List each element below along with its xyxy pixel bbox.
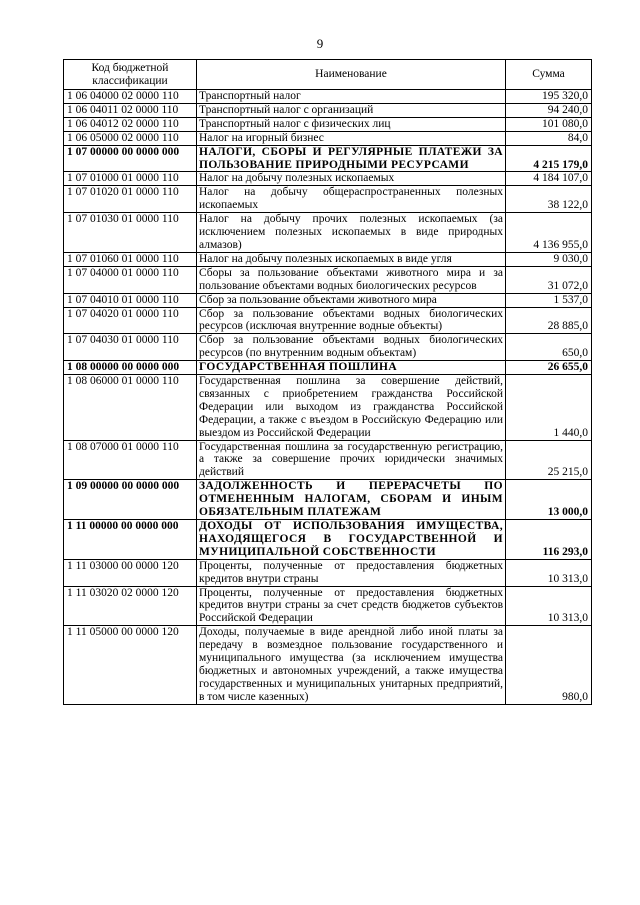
table-row xyxy=(64,103,592,117)
row-sum: 84,0 xyxy=(506,131,592,145)
row-code: 1 07 04030 01 0000 110 xyxy=(64,334,197,361)
budget-table xyxy=(63,59,592,705)
row-name: Транспортный налог с организаций xyxy=(197,103,506,117)
table-row xyxy=(64,586,592,626)
row-code: 1 07 01020 01 0000 110 xyxy=(64,186,197,213)
row-sum: 650,0 xyxy=(506,334,592,361)
row-code: 1 11 03020 02 0000 120 xyxy=(64,586,197,626)
row-name: Налог на добычу полезных ископаемых в виде угля xyxy=(197,252,506,266)
table-row xyxy=(64,480,592,520)
table-row xyxy=(64,375,592,441)
row-sum: 94 240,0 xyxy=(506,103,592,117)
row-name: Налог на игорный бизнес xyxy=(197,131,506,145)
row-name: Налог на добычу полезных ископаемых xyxy=(197,172,506,186)
table-row xyxy=(64,131,592,145)
row-sum: 31 072,0 xyxy=(506,266,592,293)
row-name: Сбор за пользование объектами водных биологических ресурсов (исключая внутренние водные объекты) xyxy=(197,307,506,334)
table-row xyxy=(64,145,592,172)
row-sum: 4 136 955,0 xyxy=(506,213,592,253)
row-sum: 25 215,0 xyxy=(506,440,592,480)
row-name: Проценты, полученные от предоставления бюджетных кредитов внутри страны xyxy=(197,559,506,586)
row-sum: 4 215 179,0 xyxy=(506,145,592,172)
row-code: 1 07 04010 01 0000 110 xyxy=(64,293,197,307)
row-name: Государственная пошлина за совершение действий, связанных с приобретением гражданства Российской Федерации или выходом из гражданства Российской Федерации, а также с въездом в Российскую Федерацию или выездом из Российской Федерации xyxy=(197,375,506,441)
table-row xyxy=(64,90,592,104)
row-sum: 1 537,0 xyxy=(506,293,592,307)
table-row xyxy=(64,520,592,560)
row-code: 1 07 01030 01 0000 110 xyxy=(64,213,197,253)
row-name: Государственная пошлина за государственную регистрацию, а также за совершение прочих юридически значимых действий xyxy=(197,440,506,480)
table-row xyxy=(64,186,592,213)
row-name: Транспортный налог с физических лиц xyxy=(197,117,506,131)
header-code: Код бюджетной классификации xyxy=(64,60,197,90)
row-name: Сборы за пользование объектами животного мира и за пользование объектами водных биологических ресурсов xyxy=(197,266,506,293)
table-row xyxy=(64,252,592,266)
row-name: Доходы, получаемые в виде арендной либо иной платы за передачу в возмездное пользование государственного и муниципального имущества (за исключением имущества бюджетных и автономных учреждений, а также имущества государственных и муниципальных унитарных предприятий, в том числе казенных) xyxy=(197,626,506,704)
row-name: Проценты, полученные от предоставления бюджетных кредитов внутри страны за счет средств бюджетов субъектов Российской Федерации xyxy=(197,586,506,626)
row-code: 1 08 06000 01 0000 110 xyxy=(64,375,197,441)
row-name: ДОХОДЫ ОТ ИСПОЛЬЗОВАНИЯ ИМУЩЕСТВА, НАХОДЯЩЕГОСЯ В ГОСУДАРСТВЕННОЙ И МУНИЦИПАЛЬНОЙ СОБСТВЕННОСТИ xyxy=(197,520,506,560)
row-sum: 10 313,0 xyxy=(506,559,592,586)
row-code: 1 07 04000 01 0000 110 xyxy=(64,266,197,293)
page-number: 9 xyxy=(316,36,324,51)
row-name: Транспортный налог xyxy=(197,90,506,104)
row-name: Сбор за пользование объектами животного мира xyxy=(197,293,506,307)
row-code: 1 11 05000 00 0000 120 xyxy=(64,626,197,704)
table-row xyxy=(64,626,592,704)
row-code: 1 08 00000 00 0000 000 xyxy=(64,361,197,375)
row-code: 1 07 04020 01 0000 110 xyxy=(64,307,197,334)
row-sum: 1 440,0 xyxy=(506,375,592,441)
row-code: 1 06 04000 02 0000 110 xyxy=(64,90,197,104)
row-sum: 26 655,0 xyxy=(506,361,592,375)
table-row xyxy=(64,361,592,375)
row-name: Сбор за пользование объектами водных биологических ресурсов (по внутренним водным объектам) xyxy=(197,334,506,361)
row-sum: 101 080,0 xyxy=(506,117,592,131)
row-code: 1 07 01000 01 0000 110 xyxy=(64,172,197,186)
table-row xyxy=(64,559,592,586)
row-code: 1 06 04012 02 0000 110 xyxy=(64,117,197,131)
row-sum: 13 000,0 xyxy=(506,480,592,520)
row-sum: 4 184 107,0 xyxy=(506,172,592,186)
table-row xyxy=(64,440,592,480)
row-name: ГОСУДАРСТВЕННАЯ ПОШЛИНА xyxy=(197,361,506,375)
row-name: Налог на добычу общераспространенных полезных ископаемых xyxy=(197,186,506,213)
row-code: 1 11 03000 00 0000 120 xyxy=(64,559,197,586)
table-row xyxy=(64,172,592,186)
row-sum: 980,0 xyxy=(506,626,592,704)
header-sum: Сумма xyxy=(506,60,592,90)
row-sum: 38 122,0 xyxy=(506,186,592,213)
row-sum: 9 030,0 xyxy=(506,252,592,266)
table-row xyxy=(64,117,592,131)
table-body xyxy=(64,90,592,705)
table-header-row xyxy=(64,60,592,90)
table-row xyxy=(64,307,592,334)
row-sum: 116 293,0 xyxy=(506,520,592,560)
row-sum: 28 885,0 xyxy=(506,307,592,334)
row-code: 1 07 00000 00 0000 000 xyxy=(64,145,197,172)
header-name: Наименование xyxy=(197,60,506,90)
row-code: 1 11 00000 00 0000 000 xyxy=(64,520,197,560)
row-sum: 10 313,0 xyxy=(506,586,592,626)
row-code: 1 07 01060 01 0000 110 xyxy=(64,252,197,266)
row-sum: 195 320,0 xyxy=(506,90,592,104)
row-code: 1 06 05000 02 0000 110 xyxy=(64,131,197,145)
table-row xyxy=(64,213,592,253)
table-row xyxy=(64,293,592,307)
table-row xyxy=(64,266,592,293)
row-name: Налог на добычу прочих полезных ископаемых (за исключением полезных ископаемых в виде природных алмазов) xyxy=(197,213,506,253)
row-name: НАЛОГИ, СБОРЫ И РЕГУЛЯРНЫЕ ПЛАТЕЖИ ЗА ПОЛЬЗОВАНИЕ ПРИРОДНЫМИ РЕСУРСАМИ xyxy=(197,145,506,172)
row-code: 1 06 04011 02 0000 110 xyxy=(64,103,197,117)
table-row xyxy=(64,334,592,361)
row-code: 1 08 07000 01 0000 110 xyxy=(64,440,197,480)
row-name: ЗАДОЛЖЕННОСТЬ И ПЕРЕРАСЧЕТЫ ПО ОТМЕНЕННЫМ НАЛОГАМ, СБОРАМ И ИНЫМ ОБЯЗАТЕЛЬНЫМ ПЛАТЕЖАМ xyxy=(197,480,506,520)
row-code: 1 09 00000 00 0000 000 xyxy=(64,480,197,520)
